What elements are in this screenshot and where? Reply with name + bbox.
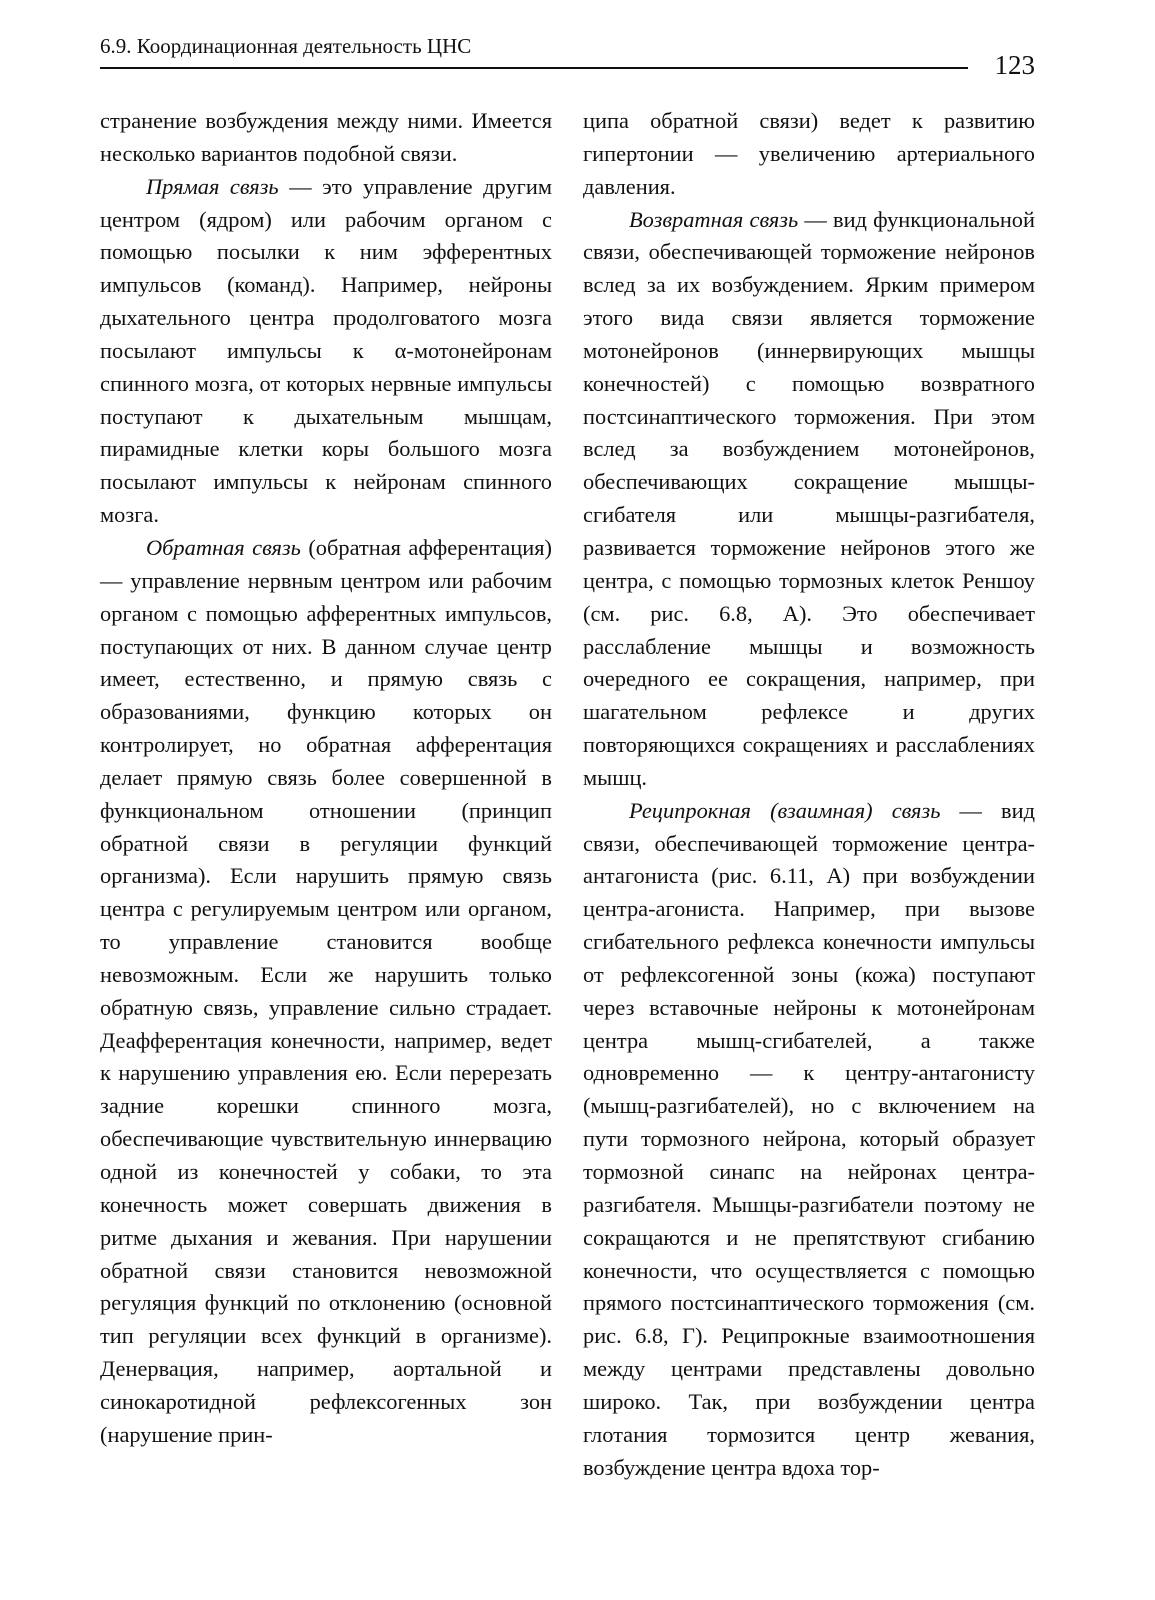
term-recurrent-link: Возвратная связь [629,206,799,232]
term-feedback: Обратная связь [146,534,301,560]
page-number: 123 [994,50,1035,80]
paragraph-feedback [100,532,552,1452]
right-column [583,105,1035,1484]
paragraph-continuation: ципа обратной связи) ведет к развитию гипертонии — увеличению артериального давления. [583,108,1035,199]
paragraph-text: — вид связи, обеспечивающей торможение центра-антагониста (рис. 6.11, А) при возбуждении центра-агониста. Например, при вызове сгибательного рефлекса конечности импульсы от рефлексогенной зоны (кожа) поступают через вставочные нейроны к мотонейронам центра мышц-сгибателей, а также одновременно — к центру-антагонисту (мышц-разгибателей), но с включением на пути тормозного нейрона, который образует тормозной синапс на нейронах центра-разгибателя. Мышцы-разгибатели поэтому не сокращаются и не препятствуют сгибанию конечности, что осуществляется с помощью прямого постсинаптического торможения (см. рис. 6.8, Г). Реципрокные взаимоотношения между центрами представлены довольно широко. Так, при возбуждении центра глотания тормозится центр жевания, возбуждение центра вдоха тор- [583,797,1035,1480]
term-reciprocal-link: Реципрокная (взаимная) связь [629,797,941,823]
paragraph-text: — вид функциональной связи, обеспечивающей торможение нейронов вслед за их возбуждением. Ярким примером этого вида связи является торможение мотонейронов (иннервирующих мышцы конечностей) с помощью возвратного постсинаптического торможения. При этом вслед за возбуждением мотонейронов, обеспечивающих сокращение мышцы-сгибателя или мышцы-разгибателя, развивается торможение нейронов этого же центра, с помощью тормозных клеток Реншоу (см. рис. 6.8, А). Это обеспечивает расслабление мышцы и возможность очередного ее сокращения, например, при шагательном рефлексе и других повторяющихся сокращениях и расслаблениях мышц. [583,206,1035,790]
paragraph-continuation: странение возбуждения между ними. Имеется несколько вариантов подобной связи. [100,108,552,166]
paragraph-direct-link [100,171,552,532]
header-rule [100,67,968,69]
paragraph-text: — это управление другим центром (ядром) или рабочим органом с помощью посылки к ним эфферентных импульсов (команд). Например, нейроны дыхательного центра продолговатого мозга посылают импульсы к α-мотонейронам спинного мозга, от которых нервные импульсы поступают к дыхательным мышцам, пирамидные клетки коры большого мозга посылают импульсы к нейронам спинного мозга. [100,173,552,528]
running-head: 6.9. Координационная деятельность ЦНС [100,34,472,58]
page-header [100,34,1035,80]
term-direct-link: Прямая связь [146,173,279,199]
left-column [100,105,552,1452]
paragraph-reciprocal-link [583,795,1035,1485]
paragraph-recurrent-link [583,204,1035,795]
paragraph-text: (обратная афферентация) — управление нервным центром или рабочим органом с помощью афферентных импульсов, поступающих от них. В данном случае центр имеет, естественно, и прямую связь с образованиями, функцию которых он контролирует, но обратная афферентация делает прямую связь более совершенной в функциональном отношении (принцип обратной связи в регуляции функций организма). Если нарушить прямую связь центра с регулируемым центром или органом, то управление становится вообще невозможным. Если же нарушить только обратную связь, управление сильно страдает. Деафферентация конечности, например, ведет к нарушению управления ею. Если перерезать задние корешки спинного мозга, обеспечивающие чувствительную иннервацию одной из конечностей у собаки, то эта конечность может совершать движения в ритме дыхания и жевания. При нарушении обратной связи становится невозможной регуляция функций по отклонению (основной тип регуляции всех функций в организме). Денервация, например, аортальной и синокаротидной рефлексогенных зон (нарушение прин- [100,534,553,1447]
